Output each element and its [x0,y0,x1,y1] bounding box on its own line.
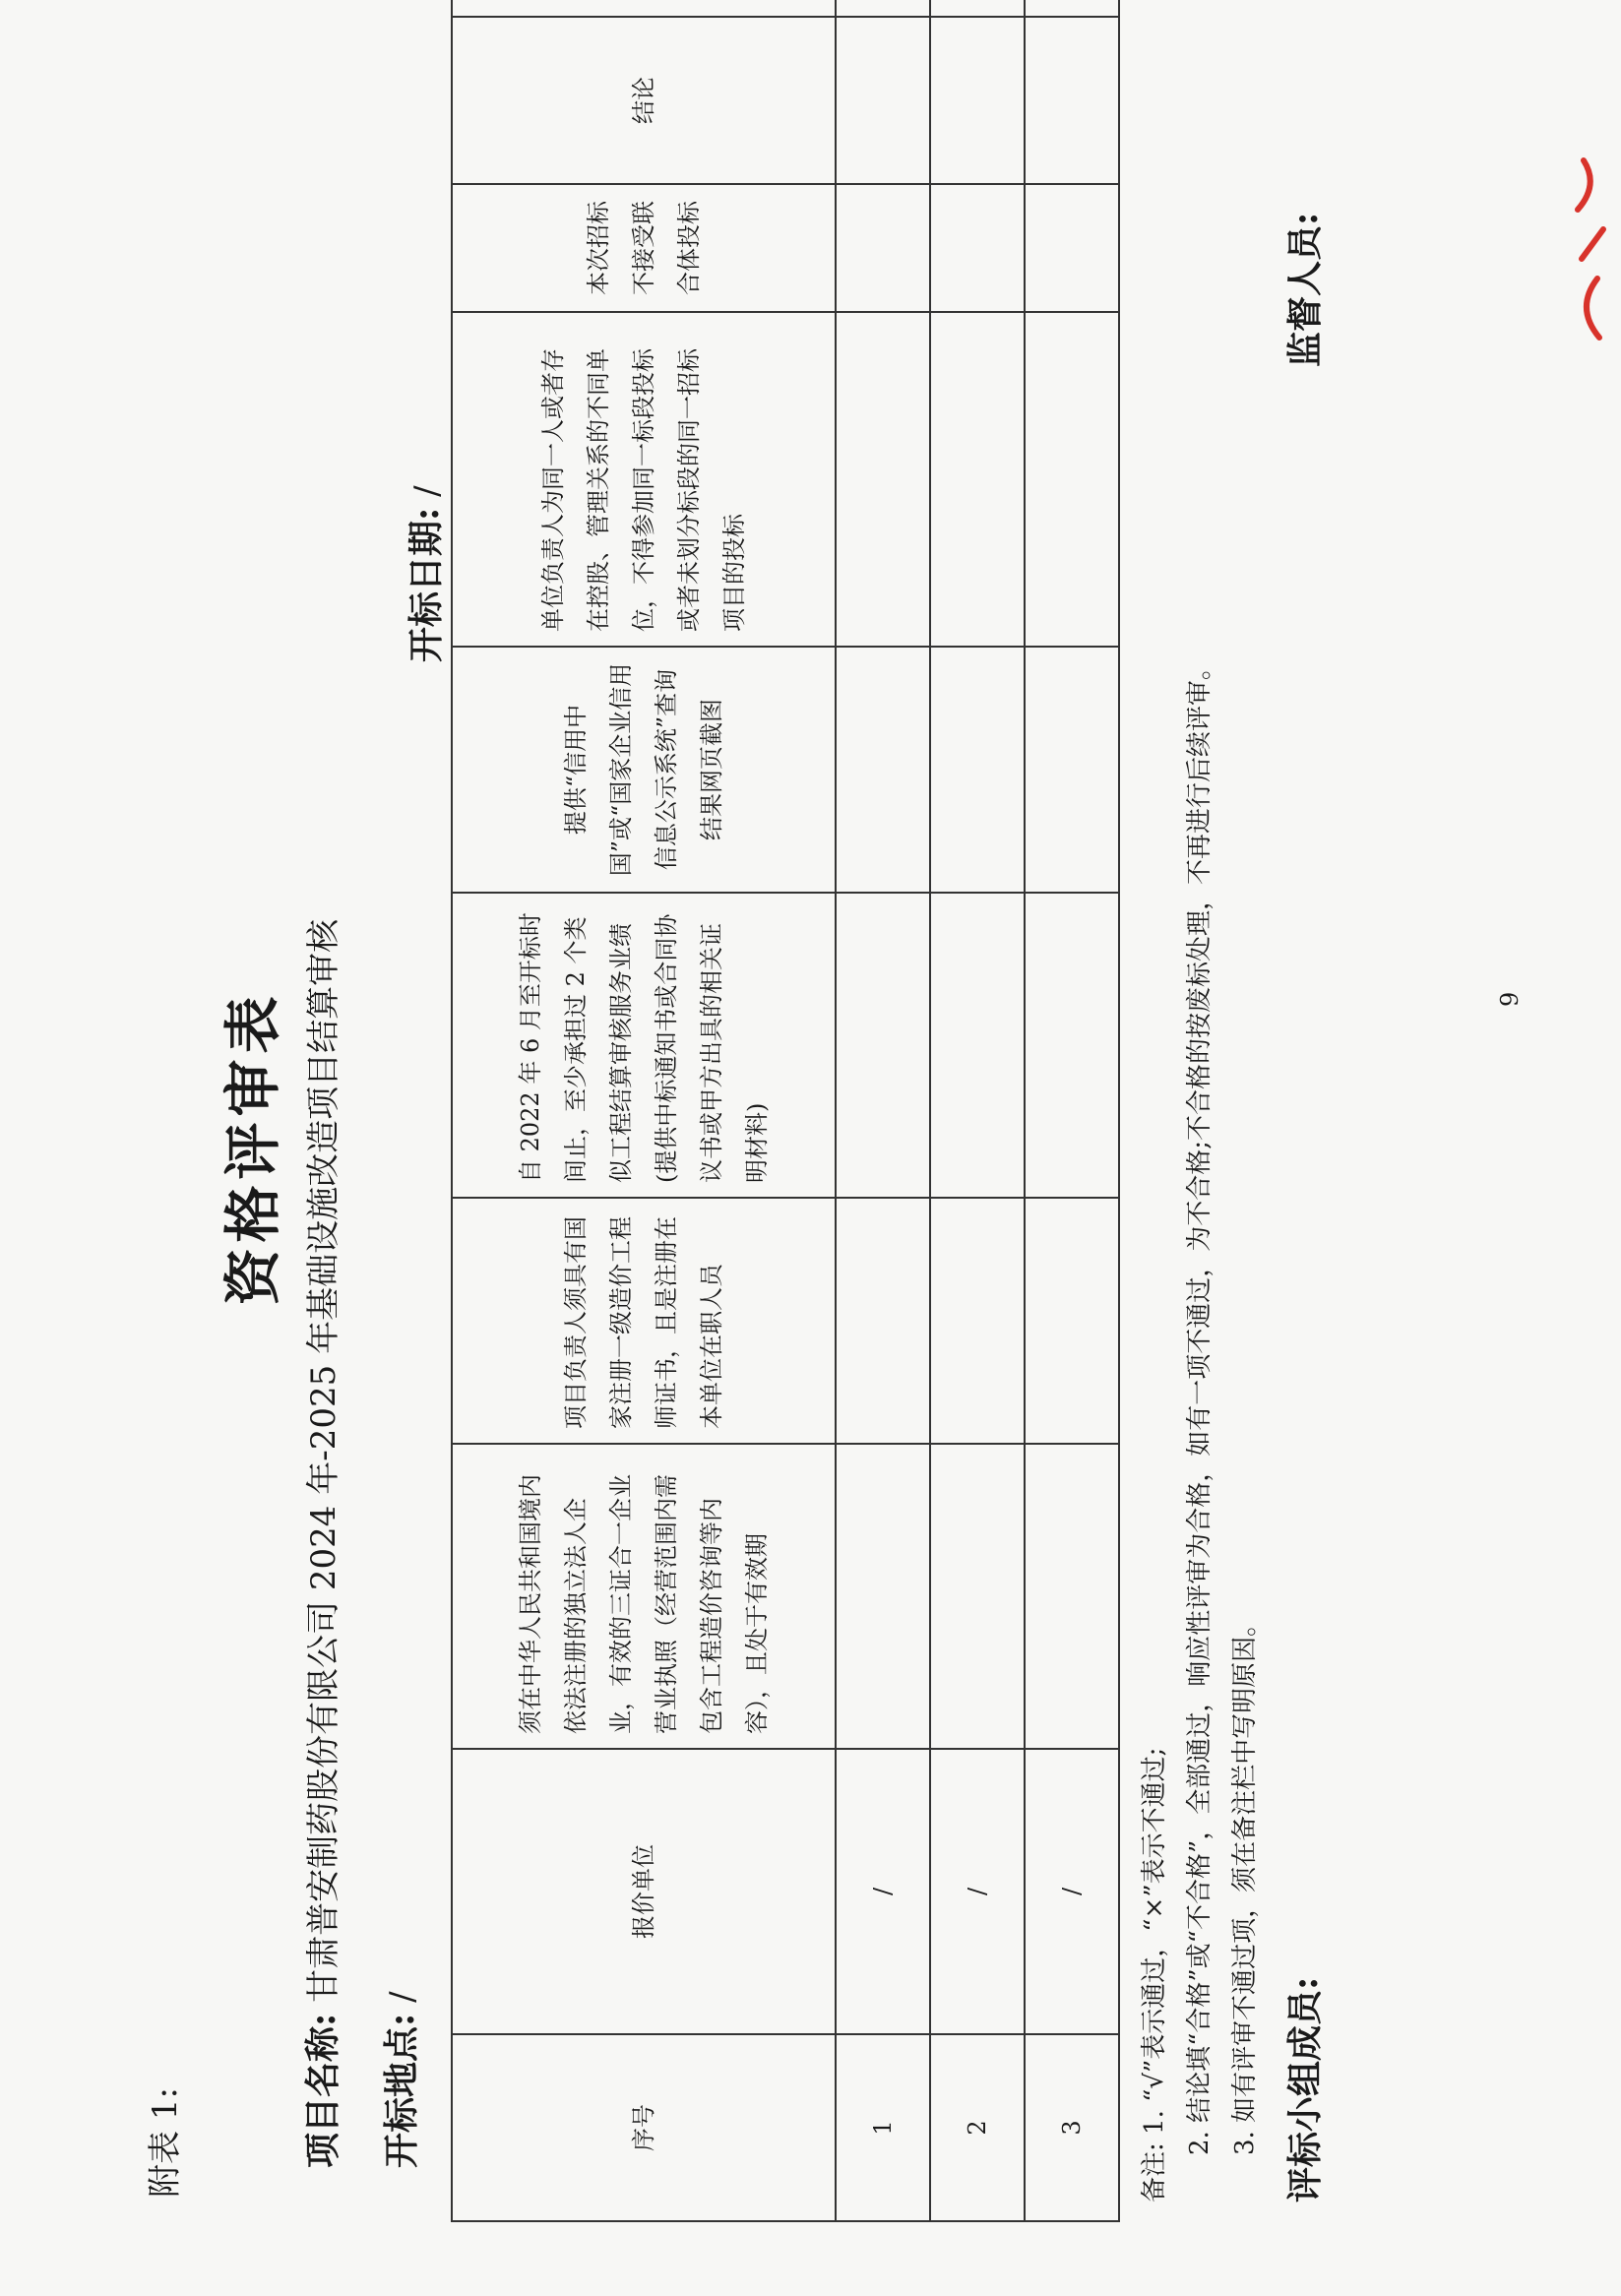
row-cell [836,1198,930,1444]
row-cell [930,1444,1025,1749]
row-cell [1025,312,1119,647]
bid-date-value: / [407,485,447,497]
bid-location-line [374,1991,424,2168]
row-remarks [836,0,930,17]
row-cell [836,647,930,893]
row-cell [930,647,1025,893]
row-cell [930,1198,1025,1444]
footnote-head: 备注: [1140,2142,1169,2203]
row-cell [1025,1198,1119,1444]
row-cell [1025,893,1119,1198]
table-row [836,0,930,2221]
footnotes [1132,654,1268,2203]
header-requirement-performance: 自 2022 年 6 月至开标时间止，至少承担过 2 个类似工程结算审核服务业绩(提供中标通知书或合同协议书或甲方出具的相关证明材料) [452,893,836,1198]
project-name-value: 甘肃普安制药股份有限公司 2024 年-2025 年基础设施改造项目结算审核 [304,918,343,2003]
row-conclusion [1025,17,1119,184]
row-cell [930,184,1025,312]
row-conclusion [836,17,930,184]
supervisors-signature-label: 监督人员: [1284,212,1326,367]
row-cell [836,1444,930,1749]
bid-date-key: 开标日期: [405,507,447,662]
bid-location-value: / [383,1991,422,2003]
row-remarks [930,0,1025,17]
project-name-line [295,919,345,2168]
red-seal-fragment [1570,151,1609,347]
row-seq: 1 [836,2034,930,2221]
footnote-2: 2. 结论填“合格”或“不合格”，全部通过，响应性评审为合格，如有一项不通过，为不合格;不合格的按废标处理，不再进行后续评审。 [1185,653,1215,2155]
footnote-text: 1. “√”表示通过，“×”表示不通过; [1140,1747,1169,2135]
row-bidder: / [930,1749,1025,2034]
evaluators-signature-label: 评标小组成员: [1284,1976,1326,2203]
row-cell [1025,1444,1119,1749]
bid-location-key: 开标地点: [381,2013,422,2168]
row-bidder: / [1025,1749,1119,2034]
bid-date-line [399,485,449,662]
header-requirement-license: 须在中华人民共和国境内依法注册的独立法人企业，有效的三证合一企业营业执照（经营范围内需包含工程造价咨询等内容），且处于有效期 [452,1444,836,1749]
row-cell [836,893,930,1198]
table-row [1025,0,1119,2221]
header-requirement-project-leader: 项目负责人须具有国家注册一级造价工程师证书，且是注册在本单位在职人员 [452,1198,836,1444]
header-conclusion: 结论 [452,17,836,184]
table-row [930,0,1025,2221]
row-seq: 3 [1025,2034,1119,2221]
footnote-3: 3. 如有评审不通过项，须在备注栏中写明原因。 [1230,1610,1260,2155]
page-title: 资格评审表 [219,990,286,1306]
attachment-label: 附表 1: [146,2087,185,2198]
row-seq: 2 [930,2034,1025,2221]
row-cell [930,893,1025,1198]
table-header-row [452,0,836,2221]
row-cell [836,184,930,312]
header-seq: 序号 [452,2034,836,2221]
qualification-review-table [451,0,1120,2222]
header-requirement-credit: 提供“信用中国”或“国家企业信用信息公示系统”查询结果网页截图 [452,647,836,893]
row-conclusion [930,17,1025,184]
footnote-1 [1132,654,1177,2203]
row-cell [836,312,930,647]
header-requirement-consortium: 本次招标不接受联合体投标 [452,184,836,312]
row-cell [1025,647,1119,893]
header-requirement-relationship: 单位负责人为同一人或者存在控股、管理关系的不同单位，不得参加同一标段投标或者未划分标段的同一招标项目的投标 [452,312,836,647]
header-remarks [452,0,836,17]
row-cell [930,312,1025,647]
row-bidder: / [836,1749,930,2034]
row-remarks [1025,0,1119,17]
header-bidder: 报价单位 [452,1749,836,2034]
row-cell [1025,184,1119,312]
project-name-key: 项目名称: [302,2013,343,2168]
page-number: 9 [1496,991,1524,1007]
